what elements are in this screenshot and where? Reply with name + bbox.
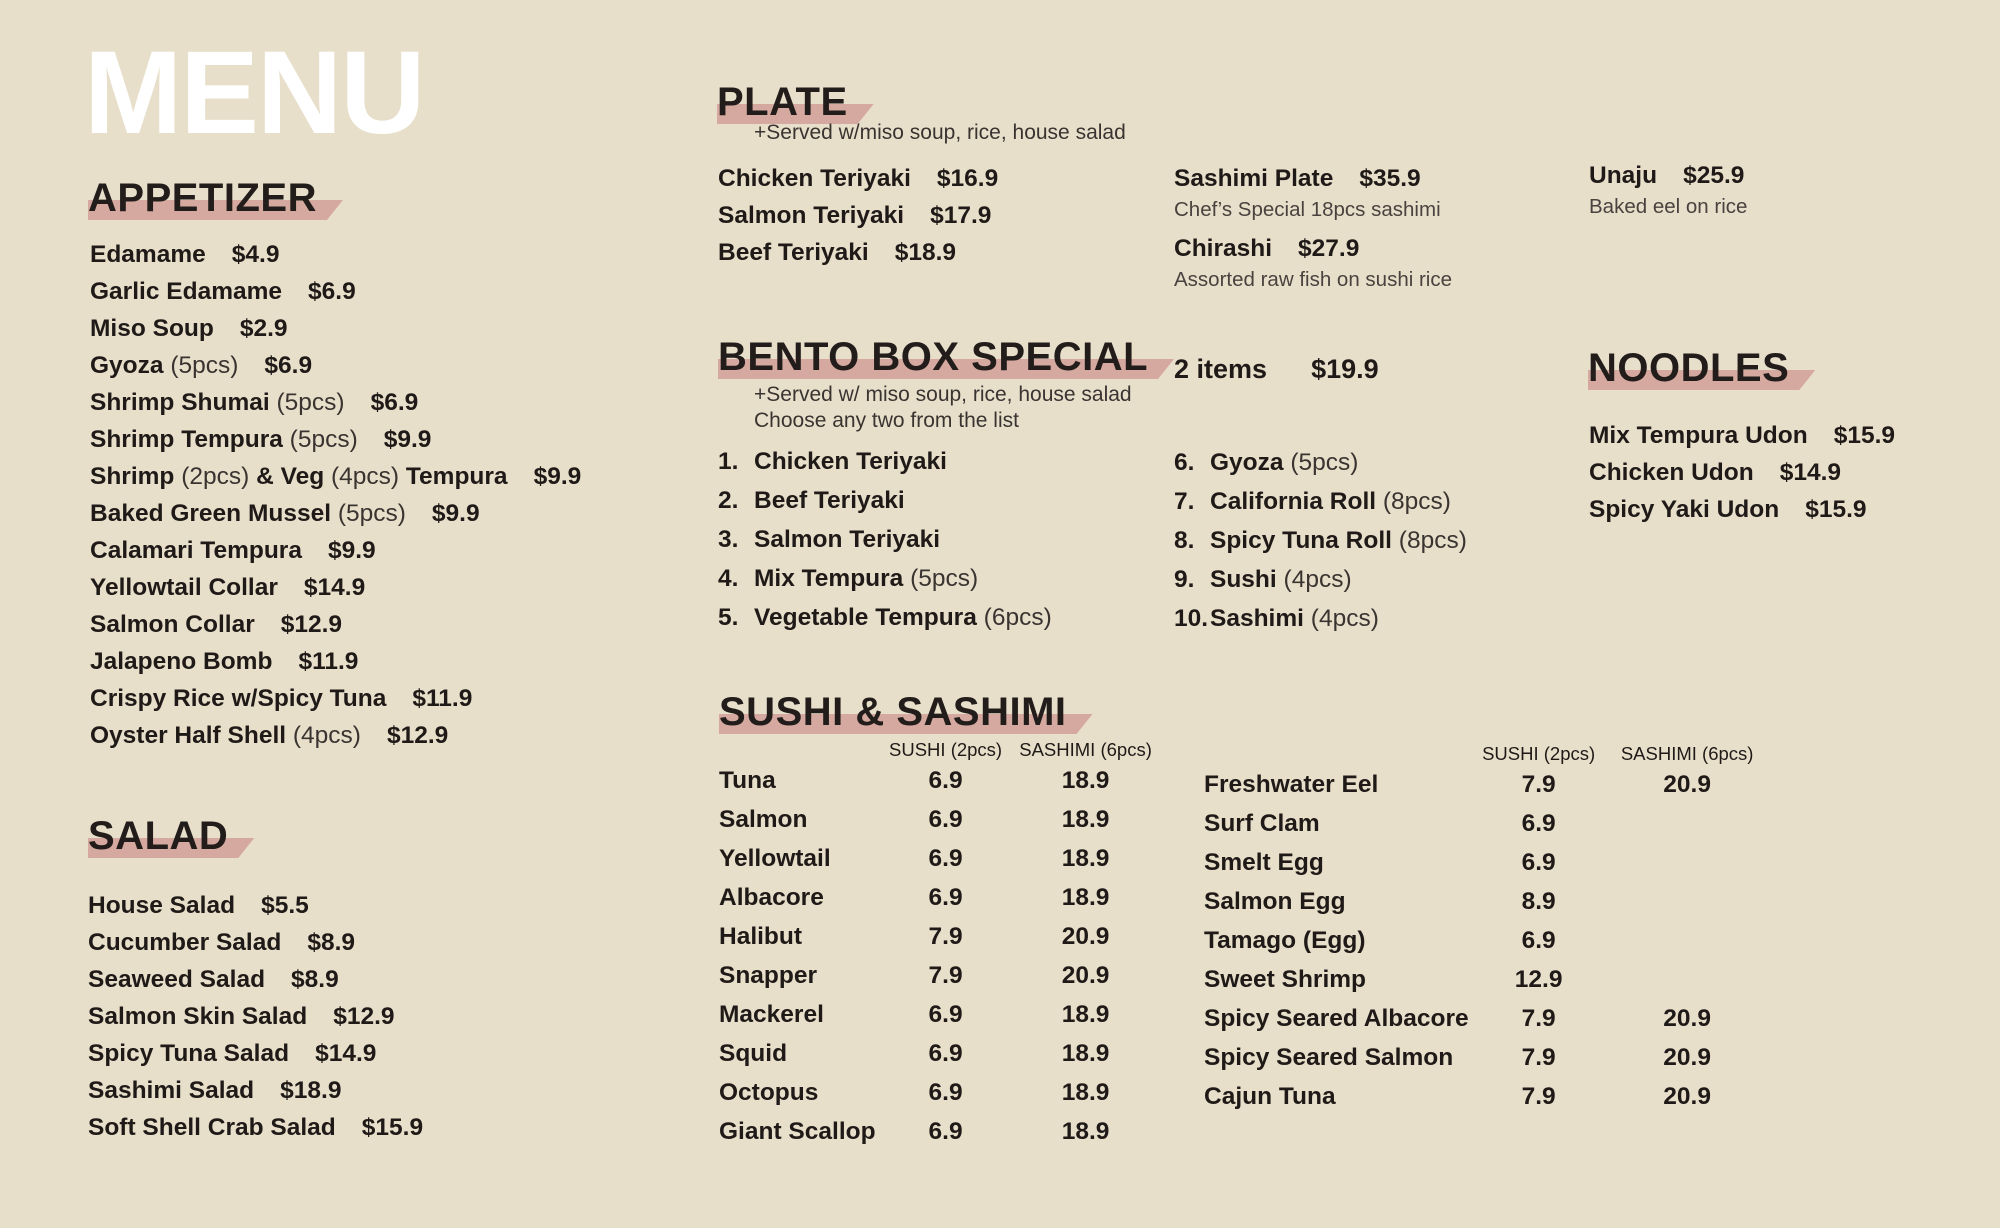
salad-heading: SALAD bbox=[88, 816, 228, 858]
item-note: (6pcs) bbox=[983, 604, 1052, 631]
item-name: Jalapeno Bomb bbox=[90, 648, 273, 675]
salad-list bbox=[88, 887, 423, 1146]
sushi-price: 6.9 bbox=[928, 1078, 963, 1106]
item-note: (5pcs) bbox=[170, 352, 239, 379]
sashimi-price bbox=[1609, 960, 1766, 999]
bento-list-right bbox=[1174, 443, 1467, 638]
item-price: $8.9 bbox=[307, 929, 356, 956]
item-note: (4pcs) bbox=[1310, 605, 1379, 632]
sashimi-price: 18.9 bbox=[1061, 766, 1110, 794]
item-note: (4pcs) bbox=[292, 722, 361, 749]
fish-name: Squid bbox=[719, 1039, 788, 1067]
sushi-price: 8.9 bbox=[1521, 887, 1556, 915]
item-name: Sushi bbox=[1210, 566, 1277, 593]
sushi-price: 6.9 bbox=[928, 1000, 963, 1028]
col-sashimi-header: SASHIMI (6pcs) bbox=[1620, 743, 1754, 764]
bento-heading: BENTO BOX SPECIAL bbox=[718, 337, 1148, 379]
sashimi-price bbox=[1609, 804, 1766, 843]
menu-item bbox=[88, 961, 423, 998]
item-note: (5pcs) bbox=[1290, 449, 1359, 476]
menu-item bbox=[90, 495, 581, 532]
fish-name: Spicy Seared Salmon bbox=[1204, 1043, 1454, 1071]
fish-name: Cajun Tuna bbox=[1204, 1082, 1336, 1110]
item-name: Chicken Teriyaki bbox=[754, 448, 947, 475]
item-name: Spicy Yaki Udon bbox=[1589, 496, 1780, 523]
item-price: $18.9 bbox=[894, 239, 957, 266]
bento-subtitle-choose: Choose any two from the list bbox=[754, 409, 1019, 432]
menu-item bbox=[90, 532, 581, 569]
menu-item bbox=[718, 197, 998, 234]
item-name: Mix Tempura Udon bbox=[1589, 422, 1808, 449]
menu-item bbox=[90, 717, 581, 754]
sushi-price: 6.9 bbox=[928, 883, 963, 911]
item-name: Shrimp Shumai bbox=[90, 389, 270, 416]
table-row bbox=[719, 839, 1156, 878]
sashimi-price: 18.9 bbox=[1061, 1117, 1110, 1145]
sashimi-price bbox=[1609, 843, 1766, 882]
item-name: House Salad bbox=[88, 892, 236, 919]
sashimi-price: 20.9 bbox=[1663, 1082, 1711, 1110]
sashimi-price: 18.9 bbox=[1061, 805, 1110, 833]
sushi-price: 7.9 bbox=[1521, 1004, 1556, 1032]
bento-option bbox=[1174, 482, 1467, 521]
fish-name: Halibut bbox=[719, 922, 803, 950]
menu-item bbox=[90, 236, 581, 273]
item-price: $11.9 bbox=[298, 648, 359, 675]
item-price: $5.5 bbox=[261, 892, 309, 919]
item-name: Beef Teriyaki bbox=[718, 239, 869, 266]
table-row bbox=[719, 878, 1156, 917]
item-name: Sashimi bbox=[1210, 605, 1304, 632]
menu-item bbox=[90, 347, 581, 384]
item-price: $16.9 bbox=[936, 165, 999, 192]
fish-name: Yellowtail bbox=[719, 844, 831, 872]
col-sushi-header: SUSHI (2pcs) bbox=[889, 739, 1003, 760]
menu-item bbox=[90, 569, 581, 606]
item-note: (2pcs) bbox=[181, 463, 250, 490]
menu-item bbox=[88, 1035, 423, 1072]
item-note: (5pcs) bbox=[910, 565, 979, 592]
table-row bbox=[719, 1073, 1156, 1112]
table-row bbox=[719, 1112, 1156, 1151]
sashimi-price: 18.9 bbox=[1061, 1078, 1110, 1106]
sashimi-price: 20.9 bbox=[1663, 1004, 1711, 1032]
table-row bbox=[719, 956, 1156, 995]
option-number: 5. bbox=[718, 604, 739, 631]
menu-item bbox=[88, 998, 423, 1035]
item-name: Mix Tempura bbox=[754, 565, 904, 592]
table-row bbox=[719, 800, 1156, 839]
item-name: Oyster Half Shell bbox=[90, 722, 287, 749]
menu-item bbox=[90, 310, 581, 347]
option-number: 9. bbox=[1174, 566, 1195, 593]
table-row bbox=[1204, 1077, 1766, 1116]
table-row bbox=[719, 761, 1156, 800]
item-price: $15.9 bbox=[361, 1114, 424, 1141]
item-name: Calamari Tempura bbox=[90, 537, 302, 564]
item-price: $9.9 bbox=[327, 537, 376, 564]
item-name: & Veg bbox=[256, 463, 325, 490]
table-row bbox=[1204, 999, 1766, 1038]
sashimi-price: 20.9 bbox=[1061, 922, 1110, 950]
table-row bbox=[719, 995, 1156, 1034]
item-price: $15.9 bbox=[1833, 422, 1896, 449]
menu-item bbox=[90, 458, 581, 495]
bento-option bbox=[718, 442, 1052, 481]
menu-item bbox=[90, 680, 581, 717]
item-price: $9.9 bbox=[383, 426, 432, 453]
item-name: Edamame bbox=[90, 241, 206, 268]
noodles-list bbox=[1589, 417, 1895, 528]
fish-name: Surf Clam bbox=[1204, 809, 1320, 837]
sushi-sashimi-table-right bbox=[1204, 737, 1766, 1116]
fish-name: Spicy Seared Albacore bbox=[1204, 1004, 1469, 1032]
bento-list-left bbox=[718, 442, 1052, 637]
item-name: Crispy Rice w/Spicy Tuna bbox=[90, 685, 387, 712]
col-sushi-header: SUSHI (2pcs) bbox=[1482, 743, 1596, 764]
sashimi-price bbox=[1609, 882, 1766, 921]
item-price: $6.9 bbox=[264, 352, 313, 379]
table-row bbox=[1204, 921, 1766, 960]
bento-option bbox=[1174, 521, 1467, 560]
fish-name: Snapper bbox=[719, 961, 818, 989]
menu-item bbox=[718, 234, 998, 271]
menu-item bbox=[1589, 454, 1895, 491]
menu-item bbox=[718, 160, 998, 197]
item-price: $11.9 bbox=[412, 685, 473, 712]
noodles-heading: NOODLES bbox=[1588, 348, 1789, 390]
item-name: Spicy Tuna Roll bbox=[1210, 527, 1392, 554]
item-name: Shrimp Tempura bbox=[90, 426, 283, 453]
item-price: $9.9 bbox=[431, 500, 480, 527]
item-name: Soft Shell Crab Salad bbox=[88, 1114, 336, 1141]
option-number: 10. bbox=[1174, 605, 1209, 632]
item-name: Chicken Teriyaki bbox=[718, 165, 911, 192]
menu-item bbox=[88, 924, 423, 961]
menu-item bbox=[88, 887, 423, 924]
item-price: $14.9 bbox=[303, 574, 366, 601]
item-name: Gyoza bbox=[1210, 449, 1284, 476]
sashimi-price: 18.9 bbox=[1061, 844, 1110, 872]
sushi-sashimi-heading: SUSHI & SASHIMI bbox=[719, 692, 1067, 734]
item-note: (8pcs) bbox=[1382, 488, 1451, 515]
item-name: Chicken Udon bbox=[1589, 459, 1754, 486]
item-note: (5pcs) bbox=[289, 426, 358, 453]
option-number: 4. bbox=[718, 565, 739, 592]
sushi-price: 7.9 bbox=[1521, 770, 1556, 798]
table-row bbox=[1204, 960, 1766, 999]
item-name: Vegetable Tempura bbox=[754, 604, 977, 631]
sushi-price: 12.9 bbox=[1514, 965, 1563, 993]
item-name: Salmon Collar bbox=[90, 611, 255, 638]
fish-name: Tuna bbox=[719, 766, 776, 794]
col-sashimi-header: SASHIMI (6pcs) bbox=[1019, 739, 1152, 760]
bento-option bbox=[718, 559, 1052, 598]
item-name: Tempura bbox=[405, 463, 508, 490]
item-name: Miso Soup bbox=[90, 315, 214, 342]
fish-name: Freshwater Eel bbox=[1204, 770, 1379, 798]
sushi-price: 6.9 bbox=[928, 766, 963, 794]
bento-option bbox=[718, 520, 1052, 559]
sushi-price: 6.9 bbox=[928, 805, 963, 833]
sushi-price: 7.9 bbox=[928, 961, 963, 989]
item-note: (5pcs) bbox=[276, 389, 345, 416]
item-name: Baked Green Mussel bbox=[90, 500, 332, 527]
sushi-price: 7.9 bbox=[1521, 1082, 1556, 1110]
menu-item bbox=[1589, 491, 1895, 528]
bento-offer: 2 items $19.9 bbox=[1174, 354, 1379, 384]
item-price: $12.9 bbox=[333, 1003, 395, 1030]
sashimi-price: 20.9 bbox=[1663, 770, 1711, 798]
option-number: 1. bbox=[718, 448, 739, 475]
fish-name: Salmon bbox=[719, 805, 808, 833]
sashimi-price bbox=[1609, 921, 1766, 960]
menu-item bbox=[90, 421, 581, 458]
table-row bbox=[1204, 804, 1766, 843]
item-name: Seaweed Salad bbox=[88, 966, 266, 993]
bento-option bbox=[1174, 560, 1467, 599]
fish-name: Octopus bbox=[719, 1078, 819, 1106]
item-name: Yellowtail Collar bbox=[90, 574, 278, 601]
menu-item bbox=[90, 273, 581, 310]
item-price: $2.9 bbox=[239, 315, 288, 342]
option-number: 2. bbox=[718, 487, 739, 514]
plate-special-chirashi: Chirashi $27.9 Assorted raw fish on sushi rice bbox=[1174, 235, 1453, 291]
bento-option bbox=[1174, 443, 1467, 482]
option-number: 3. bbox=[718, 526, 739, 553]
item-name: Garlic Edamame bbox=[90, 278, 283, 305]
sushi-price: 6.9 bbox=[928, 1117, 963, 1145]
sashimi-price: 18.9 bbox=[1061, 883, 1110, 911]
sushi-sashimi-table-left bbox=[719, 733, 1156, 1151]
sushi-price: 6.9 bbox=[1521, 809, 1556, 837]
menu-item bbox=[90, 643, 581, 680]
plate-special-unaju: Unaju $25.9 Baked eel on rice bbox=[1589, 162, 1748, 218]
appetizer-list bbox=[90, 236, 581, 754]
menu-item bbox=[88, 1109, 423, 1146]
fish-name: Albacore bbox=[719, 883, 824, 911]
item-price: $4.9 bbox=[231, 241, 280, 268]
option-number: 6. bbox=[1174, 449, 1195, 476]
item-price: $12.9 bbox=[386, 722, 449, 749]
item-note: (4pcs) bbox=[1283, 566, 1352, 593]
item-name: Shrimp bbox=[90, 463, 175, 490]
plate-heading: PLATE bbox=[717, 82, 848, 124]
item-price: $14.9 bbox=[315, 1040, 377, 1067]
sashimi-price: 18.9 bbox=[1061, 1039, 1110, 1067]
sushi-price: 6.9 bbox=[1521, 926, 1556, 954]
menu-title: MENU bbox=[84, 27, 424, 159]
bento-option bbox=[718, 481, 1052, 520]
item-price: $14.9 bbox=[1779, 459, 1842, 486]
appetizer-heading: APPETIZER bbox=[88, 178, 317, 220]
menu-item bbox=[88, 1072, 423, 1109]
option-number: 7. bbox=[1174, 488, 1195, 515]
table-row bbox=[1204, 843, 1766, 882]
fish-name: Giant Scallop bbox=[719, 1117, 876, 1145]
fish-name: Smelt Egg bbox=[1204, 848, 1324, 876]
item-name: Salmon Teriyaki bbox=[754, 526, 941, 553]
item-name: Gyoza bbox=[90, 352, 164, 379]
plate-subtitle: +Served w/miso soup, rice, house salad bbox=[754, 121, 1126, 144]
table-row bbox=[1204, 882, 1766, 921]
table-row bbox=[719, 917, 1156, 956]
menu-item bbox=[90, 606, 581, 643]
table-row bbox=[1204, 1038, 1766, 1077]
item-price: $8.9 bbox=[291, 966, 339, 993]
item-price: $17.9 bbox=[930, 202, 992, 229]
item-price: $12.9 bbox=[280, 611, 343, 638]
item-price: $6.9 bbox=[308, 278, 356, 305]
item-name: California Roll bbox=[1210, 488, 1377, 515]
plate-special-sashimi: Sashimi Plate $35.9 Chef’s Special 18pcs sashimi bbox=[1174, 165, 1441, 221]
fish-name: Mackerel bbox=[719, 1000, 824, 1028]
item-name: Salmon Skin Salad bbox=[88, 1003, 308, 1030]
sashimi-price: 18.9 bbox=[1061, 1000, 1110, 1028]
option-number: 8. bbox=[1174, 527, 1195, 554]
item-price: $15.9 bbox=[1805, 496, 1867, 523]
sushi-price: 6.9 bbox=[928, 844, 963, 872]
sushi-price: 6.9 bbox=[1521, 848, 1556, 876]
menu-item bbox=[1589, 417, 1895, 454]
item-price: $9.9 bbox=[533, 463, 582, 490]
sashimi-price: 20.9 bbox=[1061, 961, 1110, 989]
item-note: (5pcs) bbox=[337, 500, 406, 527]
table-row bbox=[1204, 765, 1766, 804]
item-name: Sashimi Salad bbox=[88, 1077, 255, 1104]
item-price: $6.9 bbox=[370, 389, 419, 416]
item-note: (8pcs) bbox=[1398, 527, 1467, 554]
sushi-price: 7.9 bbox=[1521, 1043, 1556, 1071]
item-price: $18.9 bbox=[280, 1077, 342, 1104]
sushi-price: 6.9 bbox=[928, 1039, 963, 1067]
item-note: (4pcs) bbox=[331, 463, 400, 490]
menu-item bbox=[90, 384, 581, 421]
fish-name: Salmon Egg bbox=[1204, 887, 1346, 915]
bento-option bbox=[1174, 599, 1467, 638]
item-name: Cucumber Salad bbox=[88, 929, 282, 956]
bento-option bbox=[718, 598, 1052, 637]
plate-teriyaki-list bbox=[718, 160, 998, 271]
item-name: Beef Teriyaki bbox=[754, 487, 905, 514]
table-row bbox=[719, 1034, 1156, 1073]
sashimi-price: 20.9 bbox=[1663, 1043, 1711, 1071]
fish-name: Sweet Shrimp bbox=[1204, 965, 1367, 993]
item-name: Salmon Teriyaki bbox=[718, 202, 905, 229]
sushi-price: 7.9 bbox=[928, 922, 963, 950]
fish-name: Tamago (Egg) bbox=[1204, 926, 1366, 954]
bento-subtitle-served: +Served w/ miso soup, rice, house salad bbox=[754, 383, 1132, 406]
item-name: Spicy Tuna Salad bbox=[88, 1040, 290, 1067]
